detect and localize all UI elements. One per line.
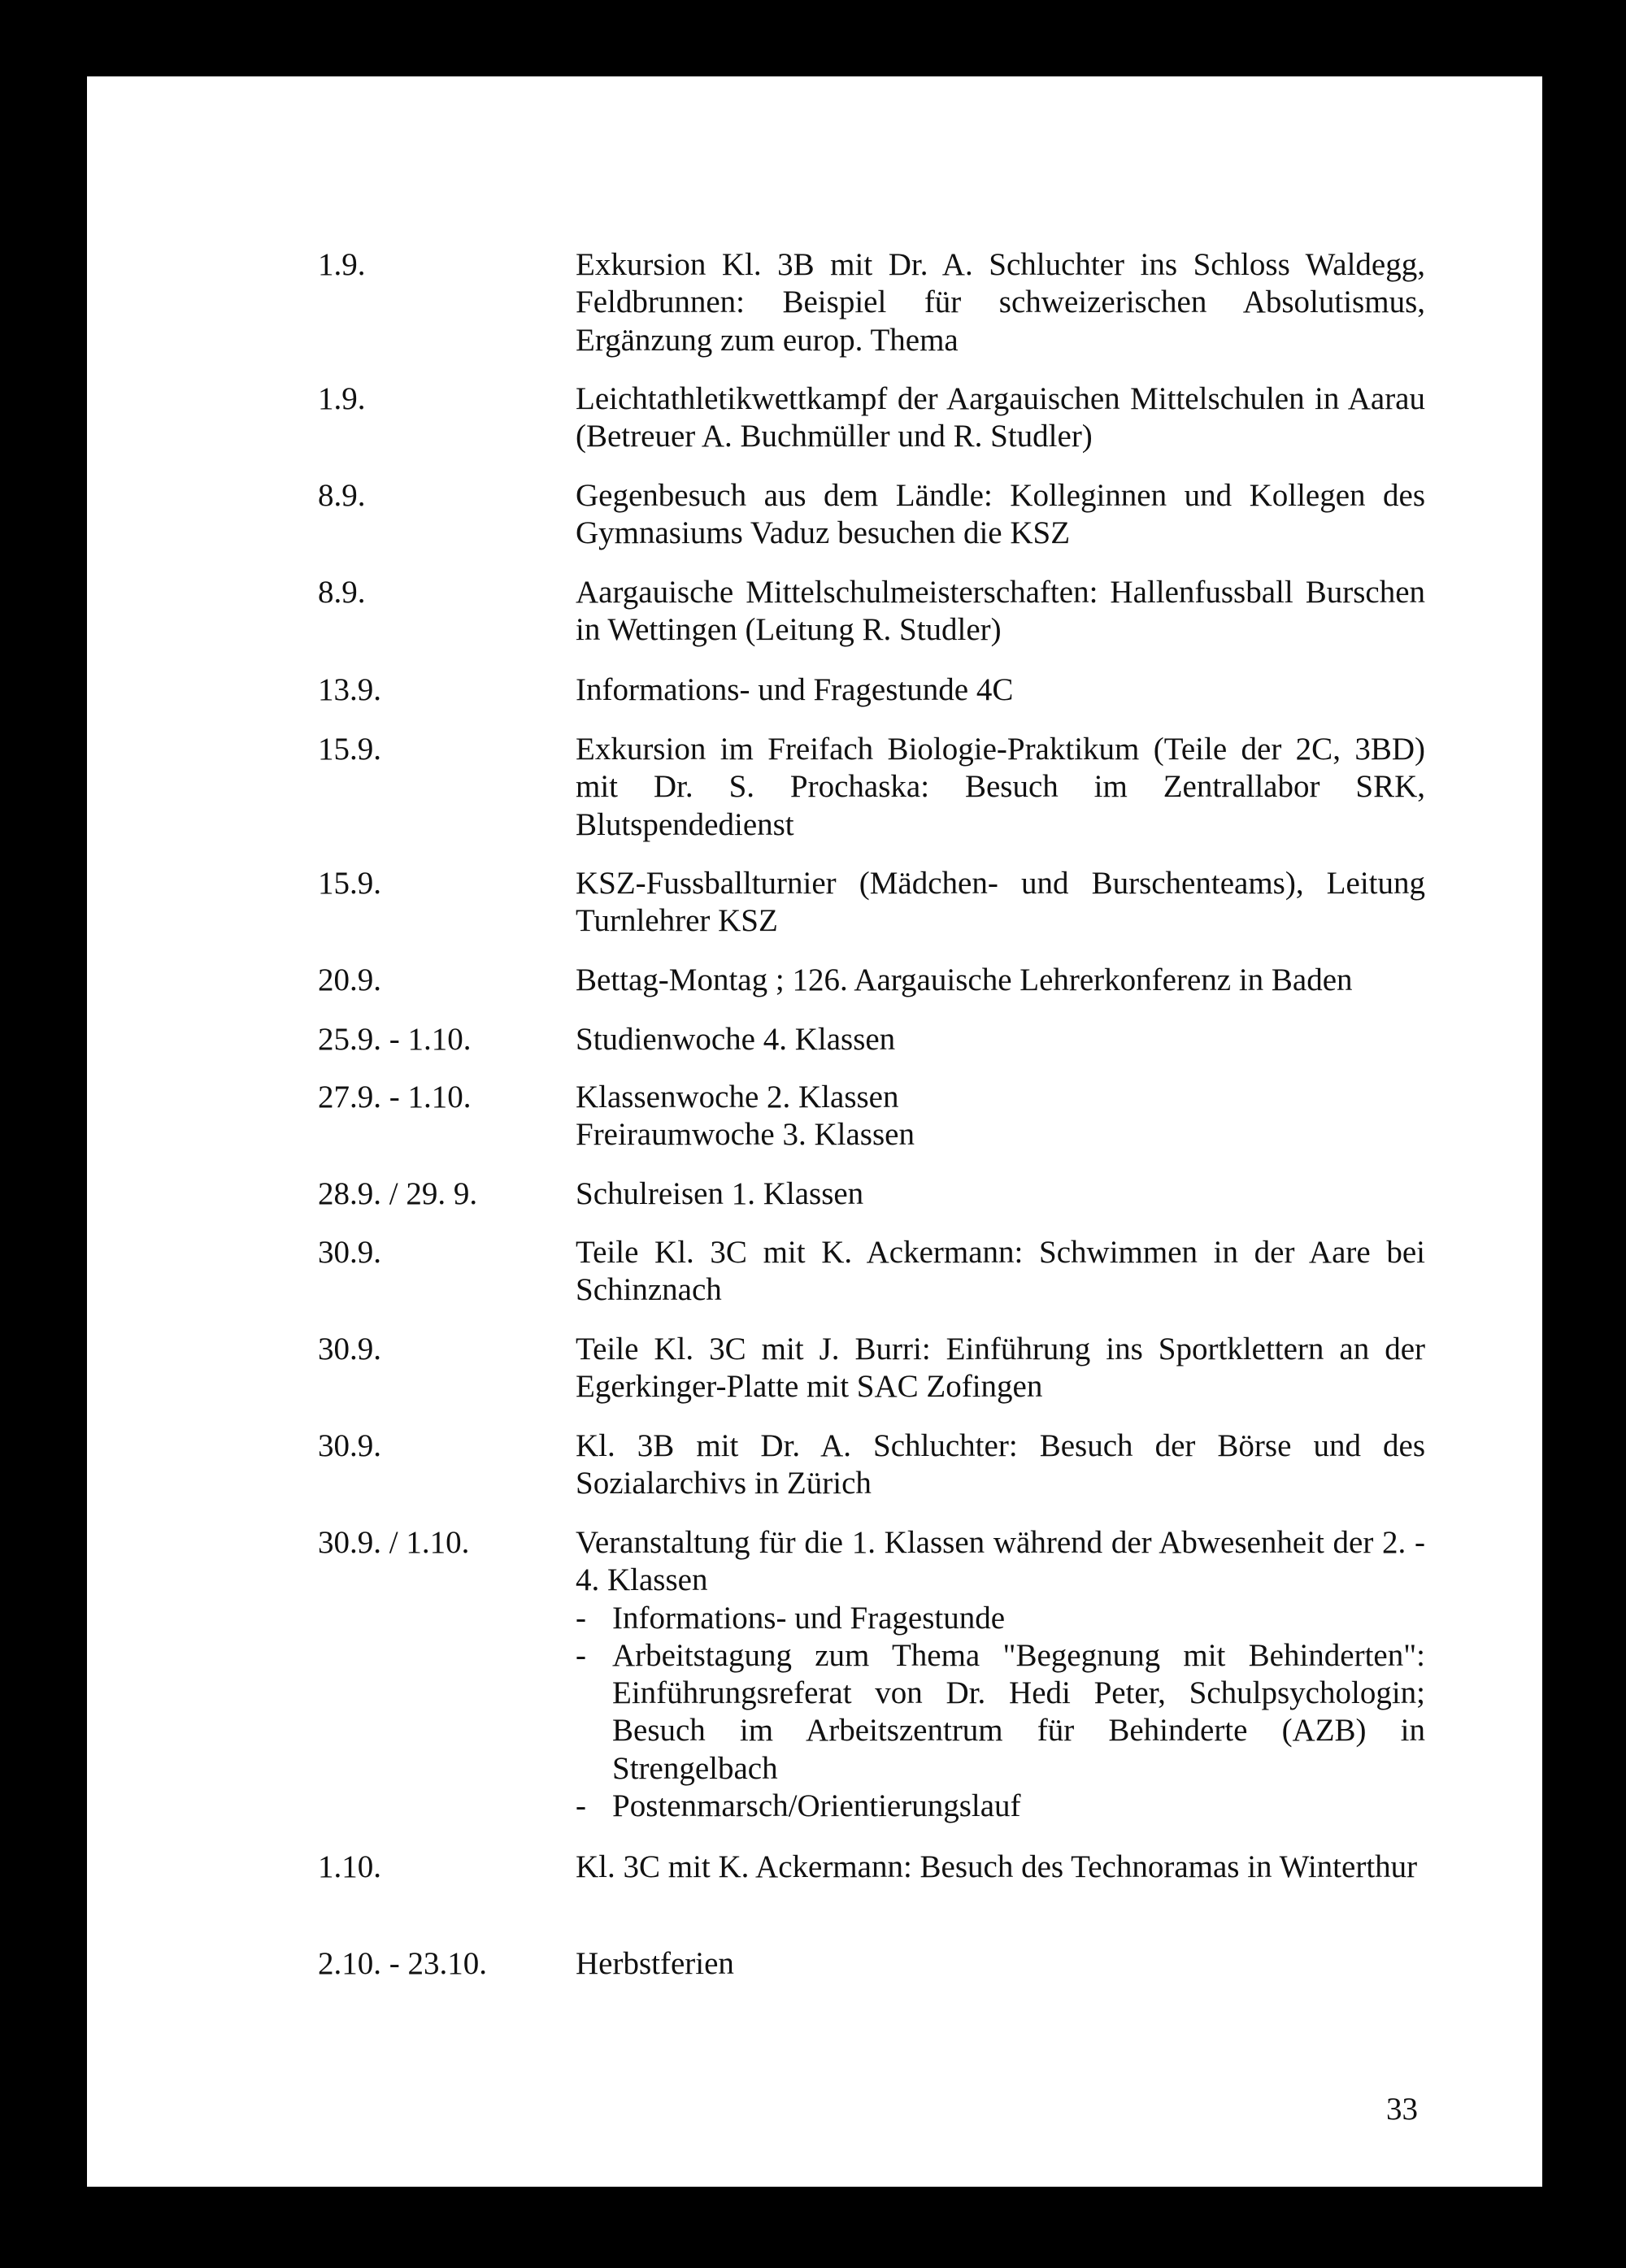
- entry-description: [576, 1849, 1425, 1886]
- entry-date: 13.9.: [318, 672, 381, 707]
- entry-description: [576, 731, 1425, 844]
- entry-line: Aargauische Mittelschulmeisterschaften: Hallenfussball Burschen in Wettingen (Leitung R. Studler): [576, 575, 1425, 648]
- bullet-text: Arbeitstagung zum Thema "Begegnung mit Behinderten": Einführungsreferat von Dr. Hedi Peter, Schulpsychologin; Besuch im Arbeitszentrum für Behinderte (AZB) in Strengelbach: [612, 1637, 1425, 1786]
- entry-date: 8.9.: [318, 478, 366, 513]
- entry-line: Herbstferien: [576, 1946, 734, 1981]
- bullet-dash: -: [576, 1600, 586, 1636]
- entry-line: Gegenbesuch aus dem Ländle: Kolleginnen und Kollegen des Gymnasiums Vaduz besuchen die KSZ: [576, 478, 1425, 551]
- entry-description: [576, 1945, 1425, 1983]
- entry-description: [576, 1175, 1425, 1213]
- entry-line: Bettag-Montag ; 126. Aargauische Lehrerkonferenz in Baden: [576, 962, 1353, 997]
- entry-line: Kl. 3C mit K. Ackermann: Besuch des Technoramas in Winterthur: [576, 1849, 1418, 1884]
- entry-description: [576, 962, 1425, 999]
- entry-line: Freiraumwoche 3. Klassen: [576, 1117, 915, 1153]
- entry-line: KSZ-Fussballturnier (Mädchen- und Burschenteams), Leitung Turnlehrer KSZ: [576, 866, 1425, 939]
- entry-line: Kl. 3B mit Dr. A. Schluchter: Besuch der Börse und des Sozialarchivs in Zürich: [576, 1428, 1425, 1501]
- entry-date: 1.9.: [318, 247, 366, 282]
- document-page: [87, 76, 1542, 2187]
- entry-description: [576, 1079, 1425, 1154]
- entry-description: [576, 1021, 1425, 1058]
- bullet-text: Informations- und Fragestunde: [612, 1600, 1006, 1636]
- entry-bullet-item: [576, 1600, 1425, 1637]
- entry-line: Teile Kl. 3C mit J. Burri: Einführung ins Sportklettern an der Egerkinger-Platte mit SAC Zofingen: [576, 1332, 1425, 1405]
- bullet-dash: -: [576, 1637, 586, 1673]
- entry-description: [576, 1234, 1425, 1310]
- bullet-dash: -: [576, 1788, 586, 1824]
- entry-line: Studienwoche 4. Klassen: [576, 1022, 896, 1057]
- entry-bullet-item: [576, 1788, 1425, 1825]
- entry-description: [576, 1427, 1425, 1503]
- entry-description: [576, 477, 1425, 553]
- entry-date: 28.9. / 29. 9.: [318, 1176, 478, 1211]
- entry-description: [576, 865, 1425, 941]
- entry-line: Schulreisen 1. Klassen: [576, 1176, 864, 1211]
- entry-line: Leichtathletikwettkampf der Aargauischen Mittelschulen in Aarau (Betreuer A. Buchmüller und R. Studler): [576, 381, 1425, 454]
- entry-date: 1.10.: [318, 1849, 381, 1884]
- entry-description: [576, 574, 1425, 650]
- entry-date: 27.9. - 1.10.: [318, 1080, 472, 1114]
- entry-description: [576, 1524, 1425, 1825]
- entry-date: 30.9.: [318, 1332, 381, 1366]
- entry-line: Informations- und Fragestunde 4C: [576, 672, 1014, 707]
- entry-line: Klassenwoche 2. Klassen: [576, 1080, 899, 1114]
- entry-date: 30.9. / 1.10.: [318, 1525, 470, 1560]
- entry-line: Exkursion Kl. 3B mit Dr. A. Schluchter ins Schloss Waldegg, Feldbrunnen: Beispiel für schweizerischen Absolutismus, Ergänzung zum europ. Thema: [576, 247, 1425, 358]
- entry-description: [576, 1331, 1425, 1406]
- entry-date: 15.9.: [318, 732, 381, 767]
- entry-date: 2.10. - 23.10.: [318, 1946, 487, 1981]
- entry-description: [576, 380, 1425, 456]
- entry-bullet-item: [576, 1637, 1425, 1788]
- entry-date: 30.9.: [318, 1235, 381, 1270]
- entry-line: Veranstaltung für die 1. Klassen während der Abwesenheit der 2. - 4. Klassen: [576, 1525, 1425, 1598]
- entry-description: [576, 671, 1425, 709]
- entry-line: Teile Kl. 3C mit K. Ackermann: Schwimmen in der Aare bei Schinznach: [576, 1235, 1425, 1308]
- entry-line: Exkursion im Freifach Biologie-Praktikum (Teile der 2C, 3BD) mit Dr. S. Prochaska: Besuch im Zentrallabor SRK, Blutspendedienst: [576, 732, 1425, 842]
- entry-date: 8.9.: [318, 575, 366, 610]
- entry-date: 15.9.: [318, 866, 381, 901]
- entry-date: 20.9.: [318, 962, 381, 997]
- bullet-text: Postenmarsch/Orientierungslauf: [612, 1788, 1021, 1824]
- entry-date: 30.9.: [318, 1428, 381, 1463]
- entry-date: 25.9. - 1.10.: [318, 1022, 472, 1057]
- entry-description: [576, 246, 1425, 359]
- page-number: 33: [1386, 2092, 1418, 2127]
- entry-date: 1.9.: [318, 381, 366, 416]
